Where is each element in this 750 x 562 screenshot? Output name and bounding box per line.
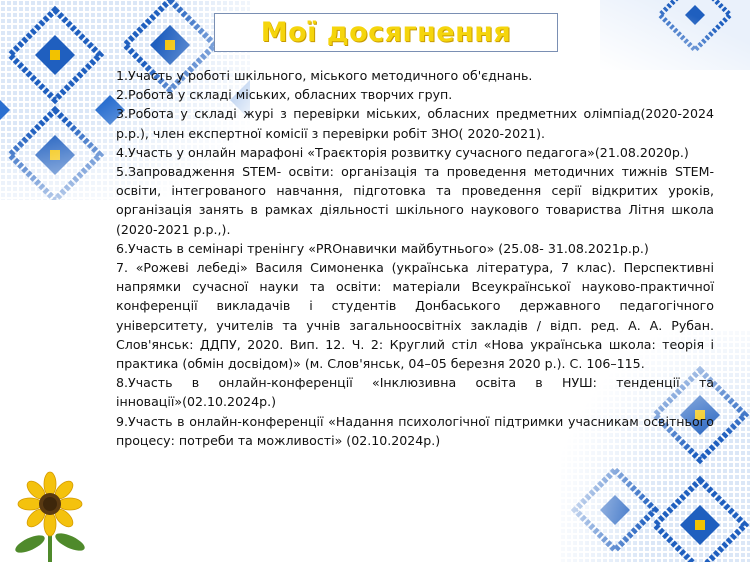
achievements-list bbox=[116, 66, 714, 450]
title-box bbox=[214, 13, 558, 52]
achievement-item-1: 1.Участь у роботі шкільного, міського методичного об'єднань. bbox=[116, 68, 533, 83]
achievement-item-8: 8.Участь в онлайн-конференції «Інклюзивна освіта в НУШ: тенденції та інновації»(02.10.2024р.) bbox=[116, 375, 714, 410]
page-title: Мої досягнення bbox=[260, 17, 512, 48]
embroidery-ornament-top-right bbox=[600, 0, 750, 70]
achievement-item-9: 9.Участь в онлайн-конференції «Надання психологічної підтримки учасникам освітнього процесу: потреби та можливості» (02.10.2024р.) bbox=[116, 413, 714, 448]
achievement-item-6: 6.Участь в семінарі тренінгу «PROнавички майбутнього» (25.08- 31.08.2021р.р.) bbox=[116, 240, 649, 256]
achievement-item-5: 5.Запровадження STEM- освіти: організація та проведення методичних тижнів STEM-освіти, інтегрованого навчання, підготовка та проведення серії відкритих уроків, організація занять в рамках діяльності шкільного наукового товариства Літня школа (2020-2021 р.р.,). bbox=[116, 164, 714, 237]
achievement-item-2: 2.Робота у складі міських, обласних творчих груп. bbox=[116, 87, 453, 103]
achievement-item-3: 3.Робота у складі журі з перевірки міських, обласних предметних олімпіад(2020-2024 р.р.), член експертної комісії з перевірки робіт ЗНО( 2020-2021). bbox=[116, 106, 714, 141]
achievement-item-7: 7. «Рожеві лебеді» Василя Симоненка (українська література, 7 клас). Перспективні напрямки сучасної науки та освіти: матеріали Всеукраїнської науково-практичної конференції викладачів і студентів Донбаського державного педагогічного університету, учителів та учнів загальноосвітніх закладів / відп. ред. А. А. Рубан. Слов'янськ: ДДПУ, 2020. Вип. 12. Ч. 2: Круглий стіл «Нова українська школа: теорія і практика (обмін досвідом)» (м. Слов'янськ, 04–05 березня 2020 р.). С. 106–115. bbox=[116, 260, 714, 372]
achievement-item-4: 4.Участь у онлайн марафоні «Траєкторія розвитку сучасного педагога»(21.08.2020р.) bbox=[116, 144, 689, 160]
sunflower-illustration bbox=[8, 470, 93, 562]
